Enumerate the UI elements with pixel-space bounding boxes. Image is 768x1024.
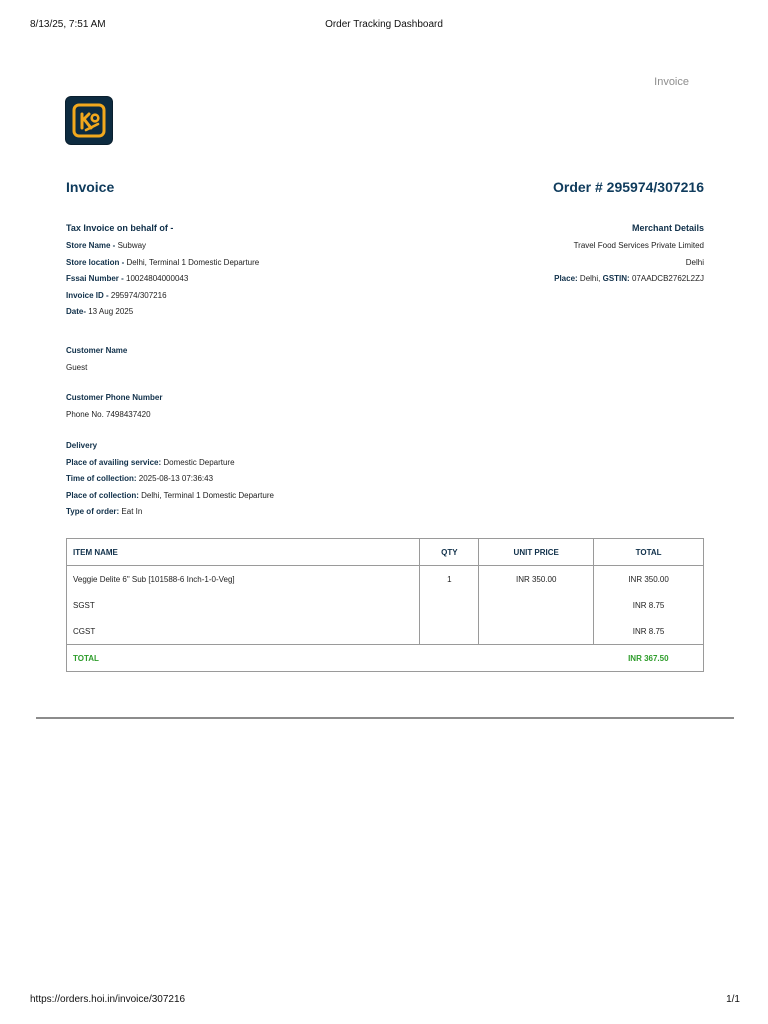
total-cell: INR 350.00 bbox=[594, 566, 704, 593]
fssai-line: Fssai Number - 10024804000043 bbox=[66, 274, 189, 283]
col-item-name: ITEM NAME bbox=[67, 539, 420, 566]
table-row bbox=[67, 592, 704, 618]
merchant-place-gstin: Place: Delhi, GSTIN: 07AADCB2762L2ZJ bbox=[554, 274, 704, 283]
page-divider bbox=[36, 717, 734, 719]
merchant-heading: Merchant Details bbox=[631, 223, 704, 233]
total-label: TOTAL bbox=[67, 645, 420, 672]
total-cell: INR 8.75 bbox=[594, 592, 704, 618]
col-unit-price: UNIT PRICE bbox=[479, 539, 594, 566]
delivery-heading: Delivery bbox=[66, 441, 98, 450]
store-location-line: Store location - Delhi, Terminal 1 Domestic Departure bbox=[66, 258, 260, 267]
qty-cell bbox=[420, 618, 479, 645]
total-empty-cell bbox=[420, 645, 479, 672]
unit-price-cell bbox=[479, 618, 594, 645]
invoice-id-line: Invoice ID - 295974/307216 bbox=[66, 291, 167, 300]
col-total: TOTAL bbox=[594, 539, 704, 566]
invoice-title: Invoice bbox=[66, 179, 115, 195]
table-header-row bbox=[67, 539, 704, 566]
place-of-collection-line: Place of collection: Delhi, Terminal 1 Domestic Departure bbox=[66, 491, 274, 500]
place-of-service-line: Place of availing service: Domestic Departure bbox=[66, 458, 235, 467]
total-cell: INR 8.75 bbox=[594, 618, 704, 645]
print-datetime: 8/13/25, 7:51 AM bbox=[30, 19, 106, 30]
store-name-line: Store Name - Subway bbox=[66, 241, 147, 250]
customer-name-heading: Customer Name bbox=[66, 346, 128, 355]
qty-cell: 1 bbox=[420, 566, 479, 593]
time-of-collection-line: Time of collection: 2025-08-13 07:36:43 bbox=[66, 474, 214, 483]
total-empty-cell bbox=[479, 645, 594, 672]
qty-cell bbox=[420, 592, 479, 618]
item-name-cell: SGST bbox=[67, 592, 420, 618]
print-page-number: 1/1 bbox=[726, 994, 740, 1005]
col-qty: QTY bbox=[420, 539, 479, 566]
print-footer-url[interactable]: https://orders.hoi.in/invoice/307216 bbox=[30, 994, 186, 1005]
print-page-title: Order Tracking Dashboard bbox=[325, 19, 443, 30]
tax-invoice-heading: Tax Invoice on behalf of - bbox=[66, 223, 174, 233]
invoice-tab[interactable]: Invoice bbox=[654, 76, 689, 88]
unit-price-cell bbox=[479, 592, 594, 618]
unit-price-cell: INR 350.00 bbox=[479, 566, 594, 593]
date-line: Date- 13 Aug 2025 bbox=[66, 307, 134, 316]
order-type-line: Type of order: Eat In bbox=[66, 507, 143, 516]
table-row bbox=[67, 566, 704, 593]
customer-phone-heading: Customer Phone Number bbox=[66, 393, 163, 402]
table-row bbox=[67, 618, 704, 645]
table-total-row bbox=[67, 645, 704, 672]
brand-logo-icon bbox=[66, 97, 112, 144]
customer-phone: Phone No. 7498437420 bbox=[66, 410, 151, 419]
grand-total-value: INR 367.50 bbox=[594, 645, 704, 672]
merchant-name: Travel Food Services Private Limited bbox=[573, 241, 704, 250]
order-number: Order # 295974/307216 bbox=[552, 179, 704, 195]
item-name-cell: Veggie Delite 6" Sub [101588-6 Inch-1-0-Veg] bbox=[67, 566, 420, 593]
items-table bbox=[66, 538, 704, 672]
item-name-cell: CGST bbox=[67, 618, 420, 645]
merchant-city: Delhi bbox=[685, 258, 704, 267]
customer-name: Guest bbox=[66, 363, 88, 372]
